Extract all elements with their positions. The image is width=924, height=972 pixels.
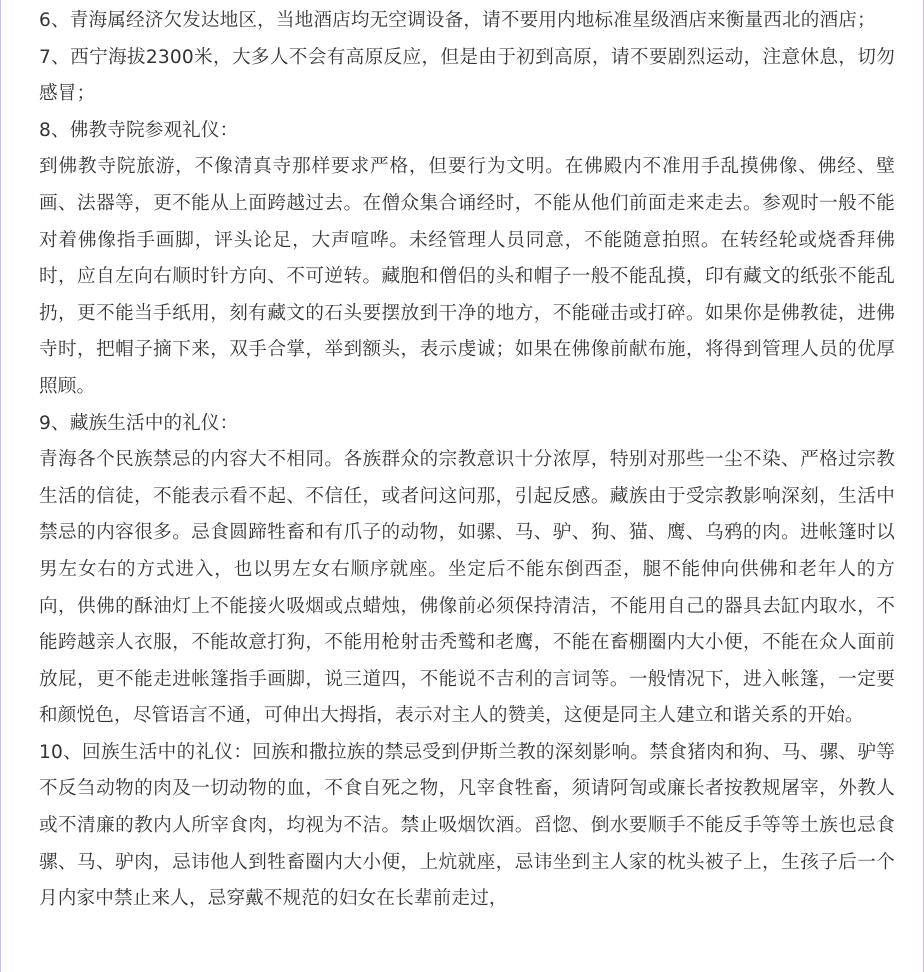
tibetan-etiquette-paragraph: 青海各个民族禁忌的内容大不相同。各族群众的宗教意识十分浓厚，特别对那些一尘不染、严格过宗教生活的信徒，不能表示看不起、不信任，或者问这问那，引起反感。藏族由于受宗教影响深刻，生活中禁忌的内容很多。忌食圆蹄牲畜和有爪子的动物，如骡、马、驴、狗、猫、鹰、乌鸦的肉。进帐篷时以男左女右的方式进入，也以男左女右顺序就座。坐定后不能东倒西歪，腿不能伸向供佛和老年人的方向，供佛的酥油灯上不能接火吸烟或点蜡烛，佛像前必须保持清洁，不能用自己的器具去缸内取水，不能跨越亲人衣服，不能故意打狗，不能用枪射击秃鹫和老鹰，不能在畜棚圈内大小便，不能在众人面前放屁，更不能走进帐篷指手画脚，说三道四，不能说不吉利的言词等。一般情况下，进入帐篷，一定要和颜悦色，尽管语言不通，可伸出大拇指，表示对主人的赞美，这便是同主人建立和谐关系的开始。 [39,449,895,727]
section-heading-buddhist-temple: 8、佛教寺院参观礼仪： [39,119,239,141]
tip-7-paragraph: 7、西宁海拔2300米，大多人不会有高原反应，但是由于初到高原，请不要剧烈运动，注意休息，切勿感冒； [39,46,895,105]
buddhist-temple-paragraph: 到佛教寺院旅游，不像清真寺那样要求严格，但要行为文明。在佛殿内不准用手乱摸佛像、佛经、壁画、法器等，更不能从上面跨越过去。在僧众集合诵经时，不能从他们前面走来走去。参观时一般不能对着佛像指手画脚，评头论足，大声喧哗。未经管理人员同意，不能随意拍照。在转经轮或烧香拜佛时，应自左向右顺时针方向、不可逆转。藏胞和僧侣的头和帽子一般不能乱摸，印有藏文的纸张不能乱扔，更不能当手纸用，刻有藏文的石头要摆放到干净的地方，不能碰击或打碎。如果你是佛教徒，进佛寺时，把帽子摘下来，双手合掌，举到额头，表示虔诚；如果在佛像前献布施，将得到管理人员的优厚照顾。 [39,156,895,397]
tip-6-paragraph: 6、青海属经济欠发达地区，当地酒店均无空调设备，请不要用内地标准星级酒店来衡量西北的酒店； [39,10,876,31]
section-heading-tibetan-etiquette: 9、藏族生活中的礼仪： [39,412,239,434]
hui-etiquette-paragraph: 10、回族生活中的礼仪：回族和撒拉族的禁忌受到伊斯兰教的深刻影响。禁食猪肉和狗、马、骡、驴等不反刍动物的肉及一切动物的血，不食自死之物，凡宰食牲畜，须请阿訇或廉长者按教规屠宰，外教人或不清廉的教内人所宰食肉，均视为不洁。禁止吸烟饮酒。舀惚、倒水要顺手不能反手等等土族也忌食骡、马、驴肉，忌讳他人到牲畜圈内大小便，上炕就座，忌讳坐到主人家的枕头被子上，生孩子后一个月内家中禁止来人，忌穿戴不规范的妇女在长辈前走过， [39,741,895,910]
article-body [39,0,895,918]
